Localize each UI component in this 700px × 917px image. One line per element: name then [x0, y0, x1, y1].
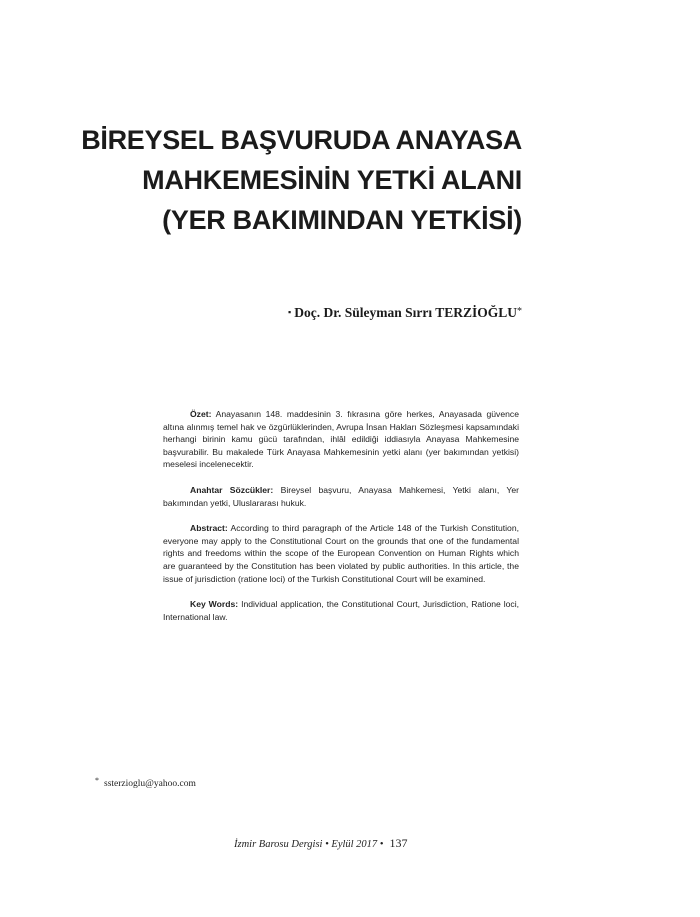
ozet-label: Özet:: [190, 409, 212, 419]
abstract-label: Abstract:: [190, 523, 228, 534]
abstract-paragraph: [163, 522, 519, 585]
footnote-email[interactable]: ssterzioglu@yahoo.com: [104, 779, 196, 789]
footnote-mark: *: [95, 776, 99, 785]
keywords-label: Key Words:: [190, 599, 239, 610]
bullet-icon: ▪: [288, 307, 292, 317]
title-line: (YER BAKIMINDAN YETKİSİ): [162, 205, 522, 235]
title-line: BİREYSEL BAŞVURUDA ANAYASA: [81, 125, 522, 155]
ozet-text: Anayasanın 148. maddesinin 3. fıkrasına göre herkes, Anayasada güvence altına alınmış temel hak ve özgürlüklerinden, Avrupa İnsan Hakları Sözleşmesi kapsamındaki herhangi birinin kamu gücü tarafından, ihlâl edildiği iddiasıyla Anayasa Mahkemesine başvurabilir. Bu makalede Türk Anayasa Mahkemesinin yetki alanı (yer bakımından yetkisi) meselesi incelenecektir.: [163, 409, 519, 470]
author-name: Doç. Dr. Süleyman Sırrı TERZİOĞLU: [294, 305, 517, 320]
keywords-paragraph: [163, 598, 519, 623]
author-line: [288, 305, 522, 321]
page-footer: [234, 834, 408, 852]
anahtar-label: Anahtar Sözcükler:: [190, 484, 274, 495]
journal-info: İzmir Barosu Dergisi • Eylül 2017 •: [234, 839, 384, 850]
footnote-marker: *: [517, 306, 522, 317]
title-line: MAHKEMESİNİN YETKİ ALANI: [142, 165, 522, 195]
abstracts-block: [163, 408, 519, 636]
keywords-text: Individual application, the Constitutional Court, Jurisdiction, Ratione loci, International law.: [163, 599, 520, 622]
article-title: [81, 120, 522, 240]
anahtar-paragraph: [163, 484, 519, 509]
footnote: [95, 776, 196, 789]
anahtar-text: Bireysel başvuru, Anayasa Mahkemesi, Yetki alanı, Yer bakımından yetki, Uluslararası hukuk.: [163, 484, 519, 508]
ozet-paragraph: [163, 408, 519, 471]
abstract-text: According to third paragraph of the Article 148 of the Turkish Constitution, everyone may apply to the Constitutional Court on the grounds that one of the fundamental rights and freedoms within the scope of the European Convention on Human Rights which are guaranteed by the Constitution has been violated by public authorities. In this article, the issue of jurisdiction (ratione loci) of the Turkish Constitutional Court will be examined.: [163, 523, 519, 584]
page-number: 137: [389, 836, 408, 850]
